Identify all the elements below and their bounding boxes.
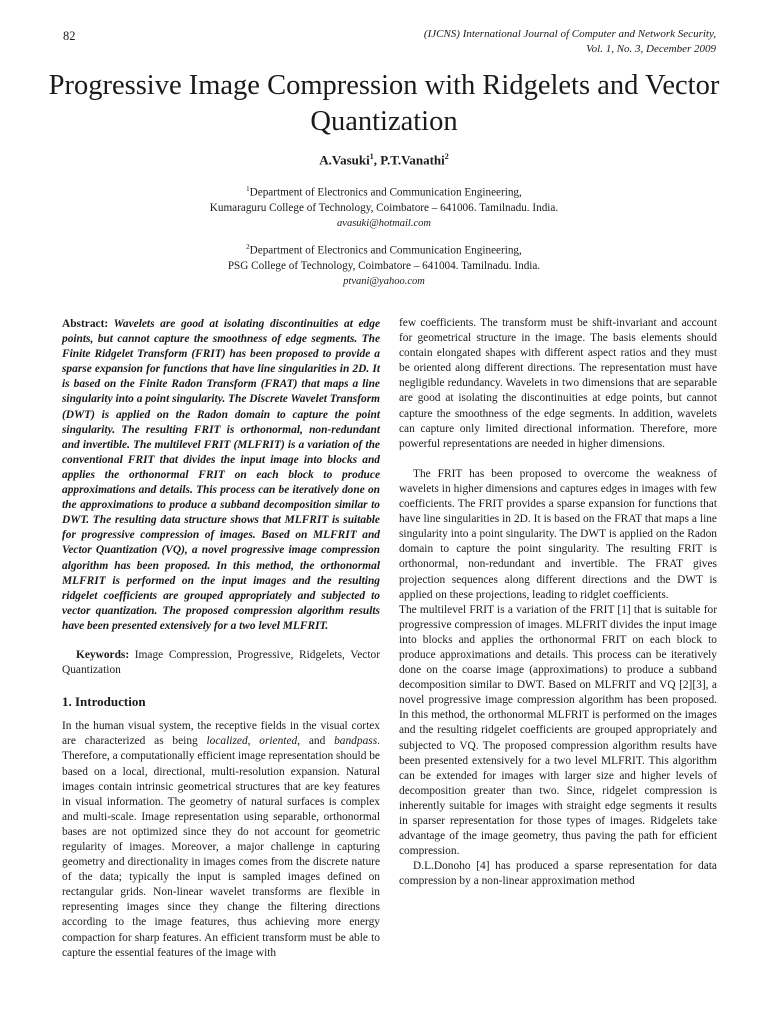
author-email[interactable]: avasuki@hotmail.com [337, 217, 431, 229]
right-column [399, 316, 717, 889]
emphasis-text: oriented [259, 735, 298, 748]
keywords-text: Image Compression, Progressive, Ridgelets, Vector Quantization [62, 648, 380, 677]
section-heading: 1. Introduction [62, 694, 146, 710]
author-separator: , [373, 152, 381, 168]
affiliation-department [0, 240, 768, 259]
paragraph [62, 719, 380, 961]
emphasis-text: localized [206, 735, 248, 748]
author-email[interactable]: ptvani@yahoo.com [343, 275, 425, 287]
affiliation-department-text: Department of Electronics and Communication Engineering, [249, 244, 522, 257]
affiliation-institution: Kumaraguru College of Technology, Coimbatore – 641006. Tamilnadu. India. [209, 201, 559, 214]
abstract [62, 317, 380, 634]
journal-name: (IJCNS) International Journal of Computer and Network Security, [423, 28, 716, 40]
journal-issue: Vol. 1, No. 3, December 2009 [586, 43, 716, 55]
author-name: A.Vasuki [319, 152, 370, 168]
author-affiliation-marker: 2 [444, 152, 449, 161]
affiliation-department-text: Department of Electronics and Communication Engineering, [249, 186, 522, 199]
paragraph-text: In the human visual system, the receptive fields in the visual cortex are characterized as being [62, 720, 380, 748]
author-name: P.T.Vanathi [380, 152, 445, 168]
affiliation-marker: 2 [246, 243, 250, 251]
paragraph-text: . Therefore, a computationally efficient image representation should be based on a local, directional, multi-resolution expansion. Natural images contain intrinsic geometrical structures that are key features in visual information. The geometry of natural surfaces is complex and multi-scale. Image representation using separable, orthonormal bases are not optimized since they do not account for geometric regularity of images. Moreover, a major challenge in capturing geometry and directionality in images comes from the discrete nature of the data; typically the input is sampled images defined on rectangular grids. Non-linear wavelet transforms are flexible in representing images since they change the filtering directions according to the image features, thus achieving more energy compaction for sharp features. An efficient transform must be able to capture the essential features of the image with [62, 735, 380, 959]
paragraph: The multilevel FRIT is a variation of the FRIT [1] that is suitable for progressive compression of images. MLFRIT divides the input image into blocks and applies the orthonormal FRIT on each block to produce approximations and details. This process can be iteratively done on the coarse image (approximations) to produce a subband decomposition similar to DWT. Based on MLFRIT and VQ [2][3], a novel progressive image compression algorithm has been proposed. In this method, the orthonormal MLFRIT is performed on the images and the resulting ridgelet coefficients are grouped appropriately and subjected to VQ. The proposed compression algorithm results have been presented extensively for a two level MLFRIT. This algorithm can be extended for images with larger size and higher levels of decomposition greater than two. Since, ridgelet compression is inherently suitable for images with straight edge segments it results in sparser representation for those types of images. Ridgelets take advantage of the image geometry, thus paving the path for efficient compression. [399, 603, 717, 858]
paragraph: few coefficients. The transform must be shift-invariant and account for geometrical structure in the image. The basis elements should contain elongated shapes with different aspect ratios and they must be oriented along different directions. The representation must have negligible redundancy. Wavelets in two dimensions that are separable are good at isolating the discontinuities at edge points, but cannot capture the smoothness of the edge segments. In addition, wavelets can capture only limited directional information. Therefore, more powerful representations are needed in higher dimensions. [399, 317, 717, 450]
author-list [0, 152, 768, 168]
paragraph: D.L.Donoho [4] has produced a sparse representation for data compression by a non-linear approximation method [399, 860, 717, 888]
affiliation-marker: 1 [246, 185, 250, 193]
emphasis-text: bandpass [334, 735, 378, 748]
paragraph-text: , and [297, 735, 335, 748]
affiliation [0, 240, 768, 289]
page-number: 82 [63, 29, 76, 43]
abstract-text: Wavelets are good at isolating discontinuities at edge points, but cannot capture the smoothness of edge segments. The Finite Ridgelet Transform (FRIT) has been proposed to provide a sparse expansion for functions that have line singularities in 2D. It is based on the Finite Radon Transform (FRAT) that maps a line singularity into a point singularity. The Discrete Wavelet Transform (DWT) is applied on the Radon domain to capture the point singularity. The resulting FRIT is orthonormal, non-redundant and invertible. The multilevel FRIT (MLFRIT) is a variation of the conventional FRIT that divides the input image into blocks and applies the orthonormal FRIT on each block to produce approximations and details. This process can be iteratively done on the approximations to produce a subband decomposition similar to DWT. The resulting data structure shows that MLFRIT is suitable for progressive compression of images. Based on MLFRIT and Vector Quantization (VQ), a novel progressive image compression algorithm has been proposed. In this method, the orthonormal MLFRIT is performed on the input images and the resulting ridgelet coefficients are grouped appropriately and subjected to vector quantization. The proposed compression algorithm results have been presented extensively for a two level MLFRIT. [62, 318, 381, 632]
affiliation [0, 182, 768, 231]
author-affiliation-marker: 1 [369, 152, 374, 161]
paper-title: Progressive Image Compression with Ridgelets and Vector Quantization [48, 70, 720, 137]
paragraph: The FRIT has been proposed to overcome the weakness of wavelets in higher dimensions and captures edges in images with few coefficients. The FRIT provides a sparse expansion for functions that have line singularities in 2D. It is based on the FRAT that maps a line singularity into a point singularity. The DWT is applied on the Radon domain to capture the point singularity. The resulting FRIT is orthonormal, non-redundant and invertible. The FRAT gives projection sequences along different directions and the DWT is applied on these projections, leading to ridglet coefficients. [399, 467, 717, 601]
left-column [62, 317, 380, 961]
abstract-label: Abstract: [62, 318, 109, 330]
journal-header [424, 27, 716, 57]
affiliation-department [0, 182, 768, 201]
keywords [62, 648, 380, 678]
paragraph-text: , [247, 735, 260, 748]
affiliation-institution: PSG College of Technology, Coimbatore – 641004. Tamilnadu. India. [227, 259, 541, 272]
keywords-label: Keywords: [76, 648, 130, 661]
